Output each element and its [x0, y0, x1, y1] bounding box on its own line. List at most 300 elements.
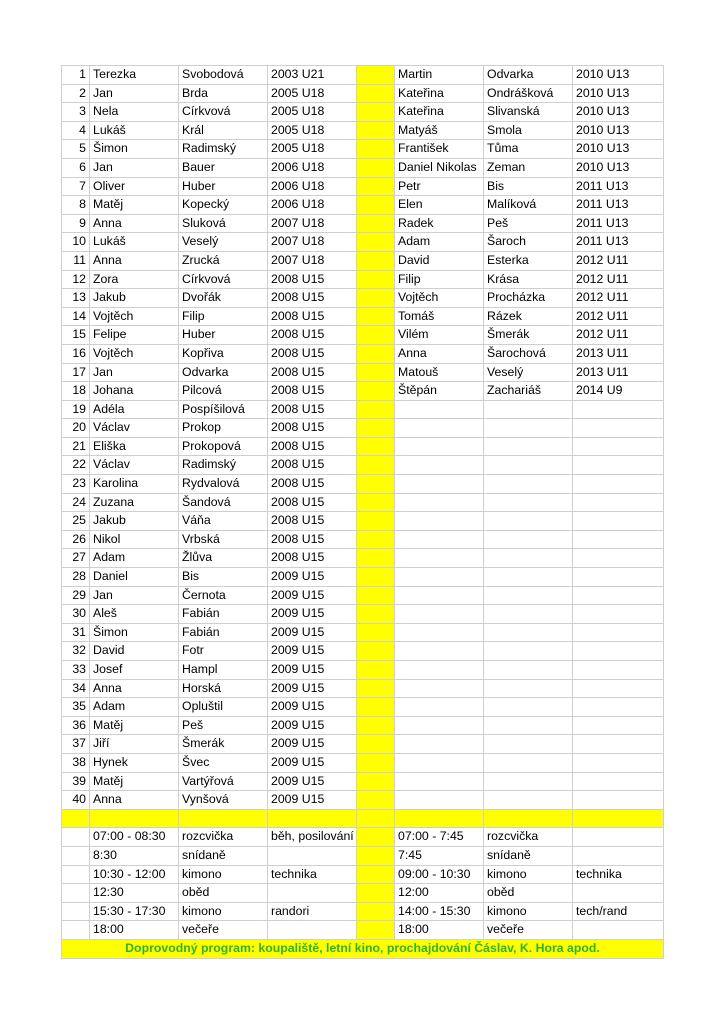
separator-cell [179, 809, 268, 828]
last-name-cell: Prokop [179, 419, 268, 438]
first-name-cell [395, 623, 484, 642]
category-cell [573, 475, 664, 494]
separator-column-cell [357, 642, 395, 661]
category-cell: 2005 U18 [268, 140, 357, 159]
first-name-cell: Anna [395, 344, 484, 363]
first-name-cell: Zora [90, 270, 179, 289]
last-name-cell: Dvořák [179, 289, 268, 308]
table-row [62, 419, 664, 438]
first-name-cell [395, 716, 484, 735]
first-name-cell [395, 493, 484, 512]
first-name-cell: Karolina [90, 475, 179, 494]
row-number: 8 [62, 196, 90, 215]
last-name-cell: Procházka [484, 289, 573, 308]
last-name-cell [484, 549, 573, 568]
last-name-cell [484, 623, 573, 642]
last-name-cell: Šaroch [484, 233, 573, 252]
first-name-cell: Adam [90, 698, 179, 717]
table-row [62, 363, 664, 382]
first-name-cell: Václav [90, 419, 179, 438]
last-name-cell [484, 791, 573, 810]
last-name-cell: Vynšová [179, 791, 268, 810]
activity-detail-cell: randori [268, 902, 357, 921]
category-cell: 2010 U13 [573, 121, 664, 140]
separator-column-cell [357, 400, 395, 419]
category-cell: 2008 U15 [268, 270, 357, 289]
last-name-cell: Šandová [179, 493, 268, 512]
separator-column-cell [357, 270, 395, 289]
category-cell: 2010 U13 [573, 84, 664, 103]
last-name-cell: Sluková [179, 214, 268, 233]
first-name-cell: Vojtěch [90, 307, 179, 326]
first-name-cell: Matěj [90, 716, 179, 735]
row-number: 19 [62, 400, 90, 419]
row-number: 28 [62, 568, 90, 587]
last-name-cell: Fabián [179, 605, 268, 624]
activity-cell: kimono [484, 902, 573, 921]
last-name-cell: Radimský [179, 140, 268, 159]
first-name-cell: Matouš [395, 363, 484, 382]
row-number: 1 [62, 66, 90, 85]
last-name-cell: Veselý [179, 233, 268, 252]
first-name-cell: Hynek [90, 753, 179, 772]
last-name-cell: Vartýřová [179, 772, 268, 791]
row-number: 31 [62, 623, 90, 642]
last-name-cell [484, 605, 573, 624]
separator-cell [268, 809, 357, 828]
row-number: 34 [62, 679, 90, 698]
table-row [62, 642, 664, 661]
last-name-cell: Huber [179, 177, 268, 196]
first-name-cell: Matěj [90, 772, 179, 791]
category-cell: 2009 U15 [268, 679, 357, 698]
first-name-cell: Kateřina [395, 103, 484, 122]
category-cell [573, 568, 664, 587]
first-name-cell: František [395, 140, 484, 159]
last-name-cell [484, 772, 573, 791]
activity-cell: kimono [179, 865, 268, 884]
last-name-cell [484, 493, 573, 512]
category-cell: 2009 U15 [268, 586, 357, 605]
separator-column-cell [357, 679, 395, 698]
category-cell: 2011 U13 [573, 214, 664, 233]
category-cell: 2008 U15 [268, 512, 357, 531]
row-number: 23 [62, 475, 90, 494]
category-cell: 2009 U15 [268, 642, 357, 661]
table-row [62, 605, 664, 624]
row-number: 10 [62, 233, 90, 252]
activity-detail-cell [573, 828, 664, 847]
category-cell: 2008 U15 [268, 475, 357, 494]
category-cell: 2008 U15 [268, 363, 357, 382]
time-cell: 14:00 - 15:30 [395, 902, 484, 921]
time-cell: 18:00 [90, 921, 179, 940]
first-name-cell [395, 698, 484, 717]
first-name-cell: Johana [90, 382, 179, 401]
first-name-cell: Felipe [90, 326, 179, 345]
row-number: 32 [62, 642, 90, 661]
separator-column-cell [357, 568, 395, 587]
row-number: 15 [62, 326, 90, 345]
separator-column-cell [357, 437, 395, 456]
category-cell: 2006 U18 [268, 177, 357, 196]
separator-cell [62, 809, 90, 828]
activity-detail-cell [268, 846, 357, 865]
category-cell [573, 530, 664, 549]
table-row [62, 493, 664, 512]
category-cell [573, 753, 664, 772]
first-name-cell: David [90, 642, 179, 661]
last-name-cell: Váňa [179, 512, 268, 531]
table-row [62, 84, 664, 103]
separator-column-cell [357, 493, 395, 512]
first-name-cell: Jiří [90, 735, 179, 754]
first-name-cell: Matěj [90, 196, 179, 215]
first-name-cell: Jan [90, 84, 179, 103]
separator-column-cell [357, 623, 395, 642]
separator-column-cell [357, 772, 395, 791]
row-number: 2 [62, 84, 90, 103]
category-cell: 2008 U15 [268, 326, 357, 345]
table-row [62, 549, 664, 568]
activity-detail-cell [573, 846, 664, 865]
first-name-cell [395, 549, 484, 568]
row-number: 14 [62, 307, 90, 326]
row-number: 4 [62, 121, 90, 140]
first-name-cell [395, 400, 484, 419]
last-name-cell: Svobodová [179, 66, 268, 85]
first-name-cell [395, 772, 484, 791]
activity-cell: oběd [484, 884, 573, 903]
category-cell: 2009 U15 [268, 568, 357, 587]
table-row [62, 753, 664, 772]
last-name-cell: Slivanská [484, 103, 573, 122]
empty-cell [62, 902, 90, 921]
first-name-cell: Daniel Nikolas [395, 158, 484, 177]
empty-cell [62, 865, 90, 884]
first-name-cell [395, 530, 484, 549]
last-name-cell: Smola [484, 121, 573, 140]
first-name-cell [395, 586, 484, 605]
last-name-cell: Esterka [484, 251, 573, 270]
separator-cell [573, 809, 664, 828]
table-row [62, 214, 664, 233]
category-cell: 2007 U18 [268, 233, 357, 252]
last-name-cell: Pilcová [179, 382, 268, 401]
table-row [62, 586, 664, 605]
first-name-cell: Lukáš [90, 233, 179, 252]
separator-column-cell [357, 103, 395, 122]
time-cell: 8:30 [90, 846, 179, 865]
table-row [62, 270, 664, 289]
category-cell [573, 512, 664, 531]
last-name-cell: Odvarka [179, 363, 268, 382]
first-name-cell: Matyáš [395, 121, 484, 140]
empty-cell [62, 921, 90, 940]
schedule-row [62, 846, 664, 865]
row-number: 29 [62, 586, 90, 605]
separator-column-cell [357, 605, 395, 624]
time-cell: 12:30 [90, 884, 179, 903]
last-name-cell: Šmerák [179, 735, 268, 754]
footer-row [62, 939, 664, 958]
category-cell [573, 679, 664, 698]
last-name-cell: Veselý [484, 363, 573, 382]
last-name-cell: Církvová [179, 270, 268, 289]
separator-cell [357, 809, 395, 828]
last-name-cell: Peš [484, 214, 573, 233]
first-name-cell [395, 568, 484, 587]
category-cell: 2008 U15 [268, 382, 357, 401]
separator-column-cell [357, 84, 395, 103]
category-cell: 2005 U18 [268, 103, 357, 122]
category-cell: 2012 U11 [573, 326, 664, 345]
separator-column-cell [357, 289, 395, 308]
first-name-cell: Anna [90, 214, 179, 233]
time-cell: 15:30 - 17:30 [90, 902, 179, 921]
row-number: 7 [62, 177, 90, 196]
table-row [62, 121, 664, 140]
category-cell [573, 716, 664, 735]
last-name-cell [484, 753, 573, 772]
first-name-cell: Josef [90, 661, 179, 680]
first-name-cell: Jan [90, 586, 179, 605]
last-name-cell: Brda [179, 84, 268, 103]
last-name-cell: Tůma [484, 140, 573, 159]
first-name-cell: Šimon [90, 623, 179, 642]
row-number: 35 [62, 698, 90, 717]
table-row [62, 735, 664, 754]
row-number: 25 [62, 512, 90, 531]
category-cell: 2012 U11 [573, 307, 664, 326]
separator-column-cell [357, 753, 395, 772]
category-cell [573, 661, 664, 680]
time-cell: 12:00 [395, 884, 484, 903]
last-name-cell: Fabián [179, 623, 268, 642]
first-name-cell: Lukáš [90, 121, 179, 140]
row-number: 17 [62, 363, 90, 382]
last-name-cell [484, 475, 573, 494]
separator-column-cell [357, 326, 395, 345]
category-cell: 2009 U15 [268, 698, 357, 717]
last-name-cell: Vrbská [179, 530, 268, 549]
table-row [62, 772, 664, 791]
row-number: 27 [62, 549, 90, 568]
first-name-cell [395, 475, 484, 494]
category-cell: 2009 U15 [268, 716, 357, 735]
first-name-cell: Adam [395, 233, 484, 252]
last-name-cell: Kopřiva [179, 344, 268, 363]
schedule-row [62, 921, 664, 940]
category-cell: 2008 U15 [268, 549, 357, 568]
row-number: 5 [62, 140, 90, 159]
category-cell: 2008 U15 [268, 344, 357, 363]
first-name-cell [395, 791, 484, 810]
separator-column-cell [357, 735, 395, 754]
separator-column-cell [357, 363, 395, 382]
row-number: 24 [62, 493, 90, 512]
last-name-cell: Odvarka [484, 66, 573, 85]
first-name-cell [395, 437, 484, 456]
last-name-cell: Hampl [179, 661, 268, 680]
row-number: 26 [62, 530, 90, 549]
last-name-cell [484, 586, 573, 605]
table-row [62, 326, 664, 345]
last-name-cell: Šarochová [484, 344, 573, 363]
first-name-cell: Nikol [90, 530, 179, 549]
time-cell: 09:00 - 10:30 [395, 865, 484, 884]
activity-detail-cell: technika [268, 865, 357, 884]
category-cell [573, 772, 664, 791]
category-cell: 2006 U18 [268, 196, 357, 215]
first-name-cell: Terezka [90, 66, 179, 85]
last-name-cell: Malíková [484, 196, 573, 215]
first-name-cell: Nela [90, 103, 179, 122]
first-name-cell: Filip [395, 270, 484, 289]
row-number: 37 [62, 735, 90, 754]
row-number: 40 [62, 791, 90, 810]
category-cell: 2008 U15 [268, 307, 357, 326]
category-cell: 2003 U21 [268, 66, 357, 85]
first-name-cell: Adéla [90, 400, 179, 419]
last-name-cell [484, 661, 573, 680]
last-name-cell: Bis [484, 177, 573, 196]
separator-column-cell [357, 549, 395, 568]
table-row [62, 66, 664, 85]
separator-column-cell [357, 716, 395, 735]
table-row [62, 530, 664, 549]
last-name-cell [484, 456, 573, 475]
last-name-cell: Huber [179, 326, 268, 345]
empty-cell [62, 846, 90, 865]
category-cell: 2010 U13 [573, 103, 664, 122]
category-cell: 2012 U11 [573, 270, 664, 289]
category-cell: 2013 U11 [573, 344, 664, 363]
row-number: 3 [62, 103, 90, 122]
separator-column-cell [357, 66, 395, 85]
last-name-cell [484, 679, 573, 698]
category-cell: 2010 U13 [573, 158, 664, 177]
first-name-cell: Zuzana [90, 493, 179, 512]
table-row [62, 344, 664, 363]
category-cell [573, 623, 664, 642]
row-number: 18 [62, 382, 90, 401]
last-name-cell: Bauer [179, 158, 268, 177]
separator-column-cell [357, 233, 395, 252]
footer-program-note: Doprovodný program: koupaliště, letní kino, prochajdování Čáslav, K. Hora apod. [62, 939, 664, 958]
table-row [62, 568, 664, 587]
separator-column-cell [357, 698, 395, 717]
table-row [62, 400, 664, 419]
activity-detail-cell [268, 884, 357, 903]
category-cell: 2008 U15 [268, 456, 357, 475]
last-name-cell: Fotr [179, 642, 268, 661]
last-name-cell: Peš [179, 716, 268, 735]
row-number: 21 [62, 437, 90, 456]
separator-column-cell [357, 177, 395, 196]
last-name-cell [484, 642, 573, 661]
last-name-cell: Horská [179, 679, 268, 698]
category-cell: 2008 U15 [268, 493, 357, 512]
time-cell: 10:30 - 12:00 [90, 865, 179, 884]
last-name-cell [484, 419, 573, 438]
category-cell [573, 698, 664, 717]
time-cell: 07:00 - 7:45 [395, 828, 484, 847]
first-name-cell: Adam [90, 549, 179, 568]
separator-column-cell [357, 121, 395, 140]
first-name-cell: Kateřina [395, 84, 484, 103]
last-name-cell [484, 698, 573, 717]
first-name-cell: Anna [90, 251, 179, 270]
time-cell: 07:00 - 08:30 [90, 828, 179, 847]
schedule-row [62, 902, 664, 921]
last-name-cell: Filip [179, 307, 268, 326]
separator-column-cell [357, 251, 395, 270]
table-row [62, 382, 664, 401]
category-cell [573, 456, 664, 475]
category-cell: 2009 U15 [268, 735, 357, 754]
category-cell: 2007 U18 [268, 214, 357, 233]
first-name-cell: Martin [395, 66, 484, 85]
first-name-cell: David [395, 251, 484, 270]
separator-column-cell [357, 344, 395, 363]
table-row [62, 437, 664, 456]
table-row [62, 661, 664, 680]
roster-body [62, 66, 664, 810]
activity-cell: večeře [179, 921, 268, 940]
separator-column-cell [357, 661, 395, 680]
separator-column-cell [357, 214, 395, 233]
first-name-cell [395, 753, 484, 772]
category-cell: 2010 U13 [573, 66, 664, 85]
separator-column-cell [357, 456, 395, 475]
separator-column-cell [357, 828, 395, 847]
last-name-cell: Zachariáš [484, 382, 573, 401]
category-cell: 2012 U11 [573, 289, 664, 308]
last-name-cell: Král [179, 121, 268, 140]
table-row [62, 475, 664, 494]
separator-cell [395, 809, 484, 828]
table-row [62, 512, 664, 531]
schedule-row [62, 865, 664, 884]
row-number: 12 [62, 270, 90, 289]
first-name-cell [395, 661, 484, 680]
category-cell: 2009 U15 [268, 623, 357, 642]
category-cell: 2008 U15 [268, 530, 357, 549]
empty-cell [62, 884, 90, 903]
category-cell: 2005 U18 [268, 84, 357, 103]
first-name-cell: Jan [90, 158, 179, 177]
row-number: 20 [62, 419, 90, 438]
separator-column-cell [357, 512, 395, 531]
schedule-body [62, 809, 664, 958]
first-name-cell: Oliver [90, 177, 179, 196]
category-cell [573, 493, 664, 512]
category-cell: 2007 U18 [268, 251, 357, 270]
row-number: 16 [62, 344, 90, 363]
last-name-cell: Kopecký [179, 196, 268, 215]
separator-column-cell [357, 158, 395, 177]
category-cell [573, 586, 664, 605]
category-cell: 2008 U15 [268, 289, 357, 308]
category-cell: 2006 U18 [268, 158, 357, 177]
activity-cell: večeře [484, 921, 573, 940]
last-name-cell: Ondrášková [484, 84, 573, 103]
last-name-cell: Švec [179, 753, 268, 772]
first-name-cell [395, 419, 484, 438]
row-number: 30 [62, 605, 90, 624]
last-name-cell: Bis [179, 568, 268, 587]
